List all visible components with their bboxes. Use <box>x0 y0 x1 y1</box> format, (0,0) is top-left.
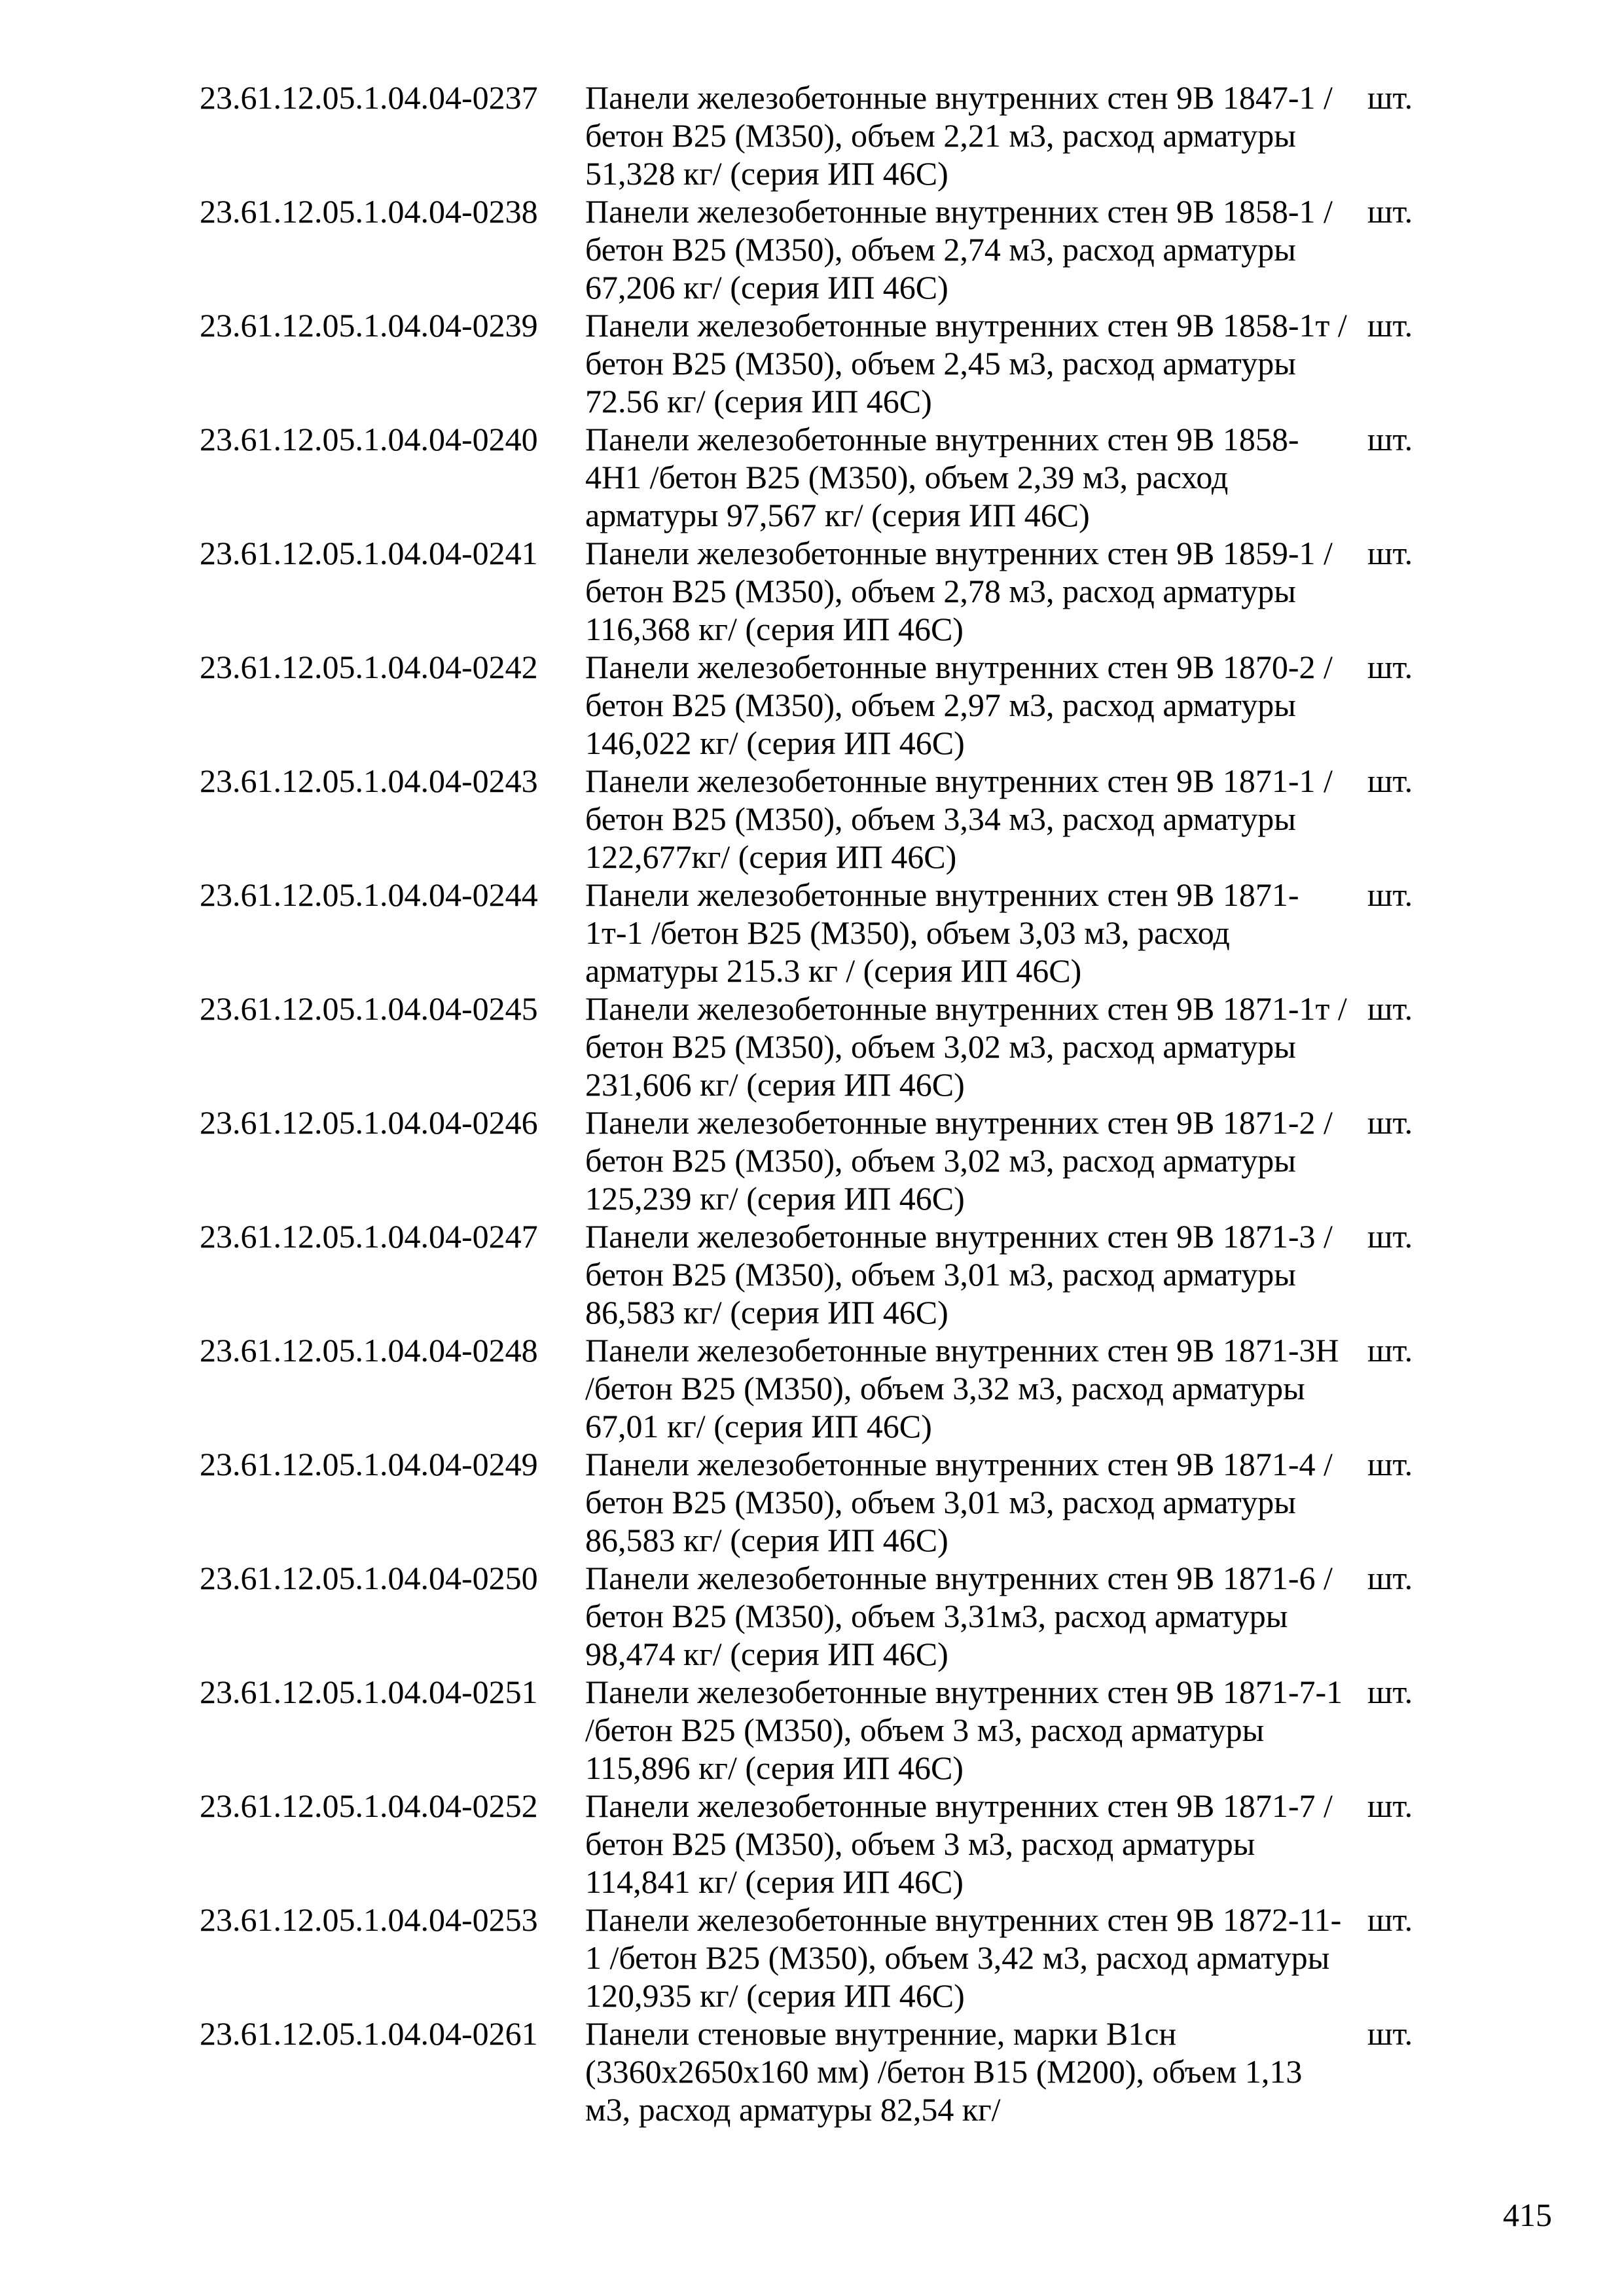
item-code: 23.61.12.05.1.04.04-0248 <box>200 1332 538 1369</box>
table-row <box>200 1445 1439 1559</box>
table-row <box>200 876 1439 990</box>
item-description: Панели железобетонные внутренних стен 9В 1871-1т-1 /бетон В25 (М350), объем 3,03 м3, расход арматуры 215.3 кг / (серия ИП 46С) <box>585 876 1299 989</box>
item-description: Панели железобетонные внутренних стен 9В 1871-3Н /бетон В25 (М350), объем 3,32 м3, расход арматуры 67,01 кг/ (серия ИП 46С) <box>585 1332 1339 1444</box>
table-row <box>200 1331 1439 1445</box>
item-unit: шт. <box>1367 876 1413 913</box>
table-row <box>200 1559 1439 1673</box>
table-row <box>200 762 1439 876</box>
table-row <box>200 420 1439 534</box>
item-code: 23.61.12.05.1.04.04-0243 <box>200 762 538 799</box>
item-description: Панели стеновые внутренние, марки В1сн (3360x2650x160 мм) /бетон В15 (М200), объем 1,13 м3, расход арматуры 82,54 кг/ <box>585 2015 1303 2128</box>
table-row <box>200 648 1439 762</box>
table-row <box>200 192 1439 306</box>
item-description: Панели железобетонные внутренних стен 9В 1871-2 /бетон В25 (М350), объем 3,02 м3, расход арматуры 125,239 кг/ (серия ИП 46С) <box>585 1104 1333 1217</box>
item-code: 23.61.12.05.1.04.04-0261 <box>200 2015 538 2052</box>
item-unit: шт. <box>1367 421 1413 457</box>
item-description: Панели железобетонные внутренних стен 9В 1872-11-1 /бетон В25 (М350), объем 3,42 м3, расход арматуры 120,935 кг/ (серия ИП 46С) <box>585 1901 1342 2014</box>
item-unit: шт. <box>1367 1104 1413 1141</box>
item-description: Панели железобетонные внутренних стен 9В 1847-1 /бетон В25 (М350), объем 2,21 м3, расход арматуры 51,328 кг/ (серия ИП 46С) <box>585 79 1333 192</box>
item-code: 23.61.12.05.1.04.04-0242 <box>200 649 538 685</box>
item-unit: шт. <box>1367 2015 1413 2052</box>
item-unit: шт. <box>1367 1446 1413 1482</box>
item-code: 23.61.12.05.1.04.04-0251 <box>200 1674 538 1710</box>
item-unit: шт. <box>1367 79 1413 116</box>
item-unit: шт. <box>1367 762 1413 799</box>
item-code: 23.61.12.05.1.04.04-0239 <box>200 307 538 344</box>
table-row <box>200 79 1439 192</box>
item-description: Панели железобетонные внутренних стен 9В 1871-7 /бетон В25 (М350), объем 3 м3, расход арматуры 114,841 кг/ (серия ИП 46С) <box>585 1787 1333 1900</box>
item-description: Панели железобетонные внутренних стен 9В 1871-1 /бетон В25 (М350), объем 3,34 м3, расход арматуры 122,677кг/ (серия ИП 46С) <box>585 762 1333 875</box>
item-description: Панели железобетонные внутренних стен 9В 1859-1 /бетон В25 (М350), объем 2,78 м3, расход арматуры 116,368 кг/ (серия ИП 46С) <box>585 535 1333 647</box>
item-code: 23.61.12.05.1.04.04-0240 <box>200 421 538 457</box>
item-description: Панели железобетонные внутренних стен 9В 1871-4 /бетон В25 (М350), объем 3,01 м3, расход арматуры 86,583 кг/ (серия ИП 46С) <box>585 1446 1333 1558</box>
item-unit: шт. <box>1367 649 1413 685</box>
item-description: Панели железобетонные внутренних стен 9В 1858-1 /бетон В25 (М350), объем 2,74 м3, расход арматуры 67,206 кг/ (серия ИП 46С) <box>585 193 1333 306</box>
item-code: 23.61.12.05.1.04.04-0253 <box>200 1901 538 1938</box>
table-row <box>200 2015 1439 2128</box>
table-row <box>200 1673 1439 1787</box>
item-description: Панели железобетонные внутренних стен 9В 1858-4Н1 /бетон В25 (М350), объем 2,39 м3, расход арматуры 97,567 кг/ (серия ИП 46С) <box>585 421 1299 533</box>
item-code: 23.61.12.05.1.04.04-0241 <box>200 535 538 571</box>
page-number: 415 <box>1503 2197 1552 2233</box>
item-unit: шт. <box>1367 307 1413 344</box>
table-row <box>200 990 1439 1103</box>
item-description: Панели железобетонные внутренних стен 9В 1858-1т /бетон В25 (М350), объем 2,45 м3, расход арматуры 72.56 кг/ (серия ИП 46С) <box>585 307 1347 420</box>
table-row <box>200 534 1439 648</box>
item-description: Панели железобетонные внутренних стен 9В 1871-6 /бетон В25 (М350), объем 3,31м3, расход арматуры 98,474 кг/ (серия ИП 46С) <box>585 1560 1333 1672</box>
table-row <box>200 1901 1439 2015</box>
item-unit: шт. <box>1367 1787 1413 1824</box>
item-code: 23.61.12.05.1.04.04-0249 <box>200 1446 538 1482</box>
item-unit: шт. <box>1367 1218 1413 1255</box>
item-description: Панели железобетонные внутренних стен 9В 1870-2 /бетон В25 (М350), объем 2,97 м3, расход арматуры 146,022 кг/ (серия ИП 46С) <box>585 649 1333 761</box>
table-row <box>200 1217 1439 1331</box>
item-unit: шт. <box>1367 1901 1413 1938</box>
item-code: 23.61.12.05.1.04.04-0244 <box>200 876 538 913</box>
item-unit: шт. <box>1367 990 1413 1027</box>
table-row <box>200 1103 1439 1217</box>
item-unit: шт. <box>1367 535 1413 571</box>
item-code: 23.61.12.05.1.04.04-0247 <box>200 1218 538 1255</box>
item-unit: шт. <box>1367 1560 1413 1596</box>
table-row <box>200 306 1439 420</box>
item-code: 23.61.12.05.1.04.04-0246 <box>200 1104 538 1141</box>
item-code: 23.61.12.05.1.04.04-0237 <box>200 79 538 116</box>
item-code: 23.61.12.05.1.04.04-0245 <box>200 990 538 1027</box>
price-list-rows <box>200 79 1439 2128</box>
item-description: Панели железобетонные внутренних стен 9В 1871-1т /бетон В25 (М350), объем 3,02 м3, расход арматуры 231,606 кг/ (серия ИП 46С) <box>585 990 1347 1103</box>
item-code: 23.61.12.05.1.04.04-0250 <box>200 1560 538 1596</box>
item-code: 23.61.12.05.1.04.04-0252 <box>200 1787 538 1824</box>
item-unit: шт. <box>1367 1332 1413 1369</box>
price-list-table <box>200 79 1439 2128</box>
item-unit: шт. <box>1367 1674 1413 1710</box>
item-description: Панели железобетонные внутренних стен 9В 1871-3 /бетон В25 (М350), объем 3,01 м3, расход арматуры 86,583 кг/ (серия ИП 46С) <box>585 1218 1333 1331</box>
item-code: 23.61.12.05.1.04.04-0238 <box>200 193 538 230</box>
item-unit: шт. <box>1367 193 1413 230</box>
item-description: Панели железобетонные внутренних стен 9В 1871-7-1 /бетон В25 (М350), объем 3 м3, расход арматуры 115,896 кг/ (серия ИП 46С) <box>585 1674 1343 1786</box>
table-row <box>200 1787 1439 1901</box>
